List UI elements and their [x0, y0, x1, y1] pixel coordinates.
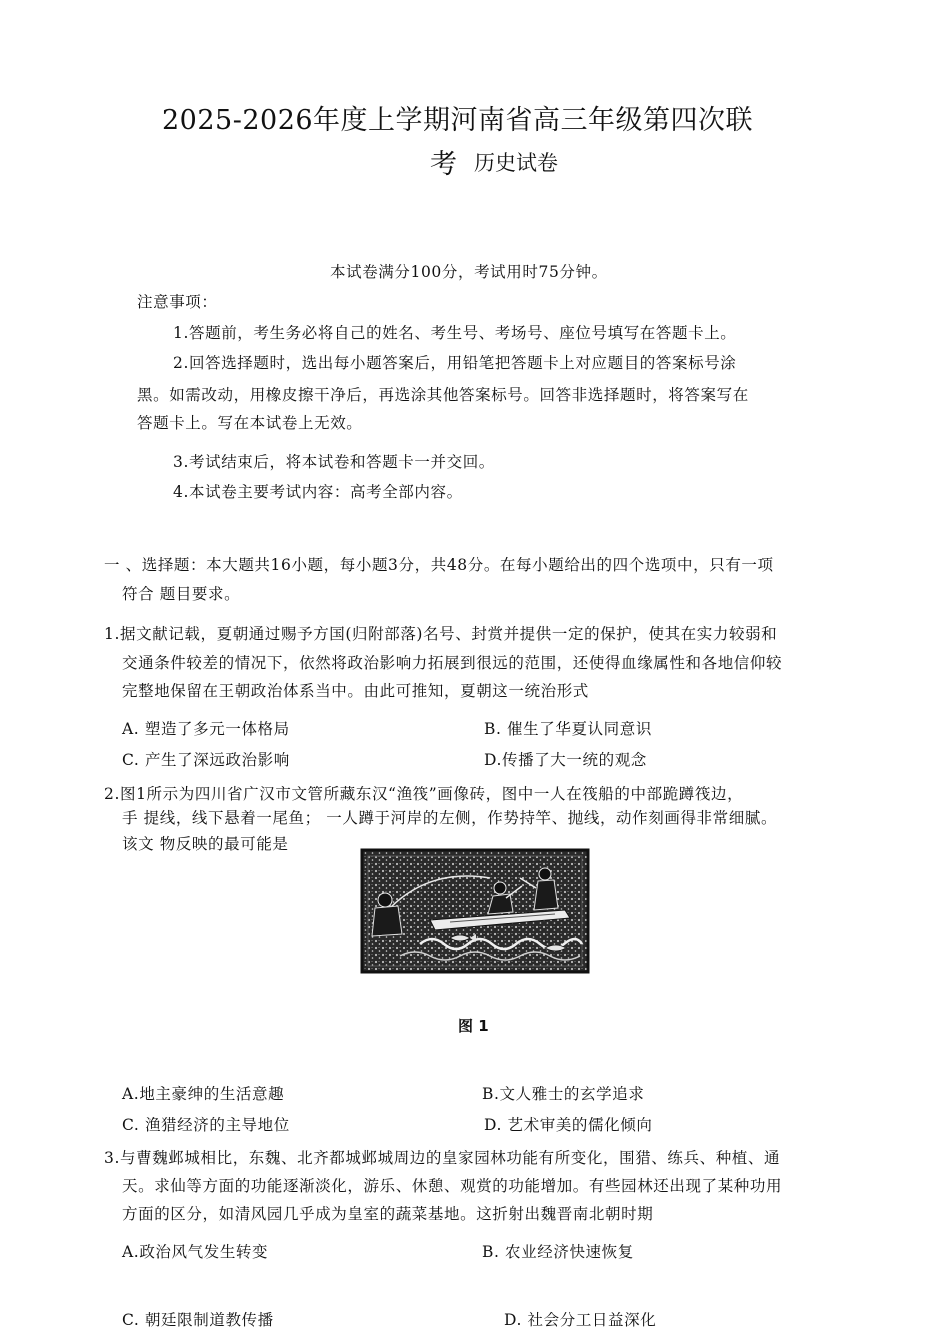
exam-title-line1: 2025-2026年度上学期河南省高三年级第四次联	[162, 105, 754, 136]
q3-stem-line1: 3.与曹魏邺城相比，东魏、北齐都城邺城周边的皇家园林功能有所变化，围猎、练兵、种植、通	[104, 1149, 781, 1167]
q3-stem-line3: 方面的区分，如清风园几乎成为皇室的蔬菜基地。这折射出魏晋南北朝时期	[122, 1205, 654, 1223]
exam-subtitle: 历史试卷	[474, 151, 558, 175]
q1-option-c[interactable]: C. 产生了深远政治影响	[122, 751, 290, 769]
q2-stem-line2: 手 提线，线下悬着一尾鱼； 一人蹲于河岸的左侧，作势持竿、抛线，动作刻画得非常细腻。	[122, 809, 778, 827]
exam-title-line2: 考	[430, 149, 457, 180]
q1-option-b[interactable]: B. 催生了华夏认同意识	[484, 720, 652, 738]
notice-item-2-line3: 答题卡上。写在本试卷上无效。	[137, 414, 363, 432]
q2-stem-line3: 该文 物反映的最可能是	[122, 835, 289, 853]
section-heading-line1: 一 、选择题：本大题共16小题，每小题3分，共48分。在每小题给出的四个选项中，只有一项	[104, 556, 774, 574]
q3-option-a[interactable]: A.政治风气发生转变	[122, 1243, 269, 1261]
figure-1-caption: 图 1	[458, 1017, 489, 1035]
q3-option-c[interactable]: C. 朝廷限制道教传播	[122, 1311, 274, 1329]
q1-option-a[interactable]: A. 塑造了多元一体格局	[122, 720, 290, 738]
q2-option-c[interactable]: C. 渔猎经济的主导地位	[122, 1116, 290, 1134]
notice-item-4: 4.本试卷主要考试内容：高考全部内容。	[173, 483, 463, 501]
notice-item-3: 3.考试结束后，将本试卷和答题卡一并交回。	[173, 453, 495, 471]
q2-stem-line1: 2.图1所示为四川省广汉市文管所藏东汉“渔筏”画像砖，图中一人在筏船的中部跪蹲筏边，	[104, 785, 744, 803]
q2-option-b[interactable]: B.文人雅士的玄学追求	[482, 1085, 645, 1103]
q3-option-d[interactable]: D. 社会分工日益深化	[504, 1311, 657, 1329]
fishing-raft-relief-image	[360, 848, 590, 974]
q1-stem-line2: 交通条件较差的情况下，依然将政治影响力拓展到很远的范围，还使得血缘属性和各地信仰较	[122, 654, 783, 672]
notice-item-2-line2: 黑。如需改动，用橡皮擦干净后，再选涂其他答案标号。回答非选择题时，将答案写在	[137, 386, 749, 404]
notice-heading: 注意事项：	[137, 293, 218, 311]
score-time-info: 本试卷满分100分，考试用时75分钟。	[330, 263, 608, 281]
section-heading-line2: 符合 题目要求。	[122, 585, 241, 603]
notice-item-2-line1: 2.回答选择题时，选出每小题答案后，用铅笔把答题卡上对应题目的答案标号涂	[173, 354, 737, 372]
q1-stem-line3: 完整地保留在王朝政治体系当中。由此可推知，夏朝这一统治形式	[122, 682, 589, 700]
notice-item-1: 1.答题前，考生务必将自己的姓名、考生号、考场号、座位号填写在答题卡上。	[173, 324, 737, 342]
q1-stem-line1: 1.据文献记载，夏朝通过赐予方国(归附部落)名号、封赏并提供一定的保护，使其在实力较弱和	[104, 625, 778, 643]
q1-option-d[interactable]: D.传播了大一统的观念	[484, 751, 647, 769]
q2-option-a[interactable]: A.地主豪绅的生活意趣	[122, 1085, 285, 1103]
q2-option-d[interactable]: D. 艺术审美的儒化倾向	[484, 1116, 653, 1134]
q3-stem-line2: 天。求仙等方面的功能逐渐淡化，游乐、休憩、观赏的功能增加。有些园林还出现了某种功用	[122, 1177, 783, 1195]
q3-option-b[interactable]: B. 农业经济快速恢复	[482, 1243, 634, 1261]
